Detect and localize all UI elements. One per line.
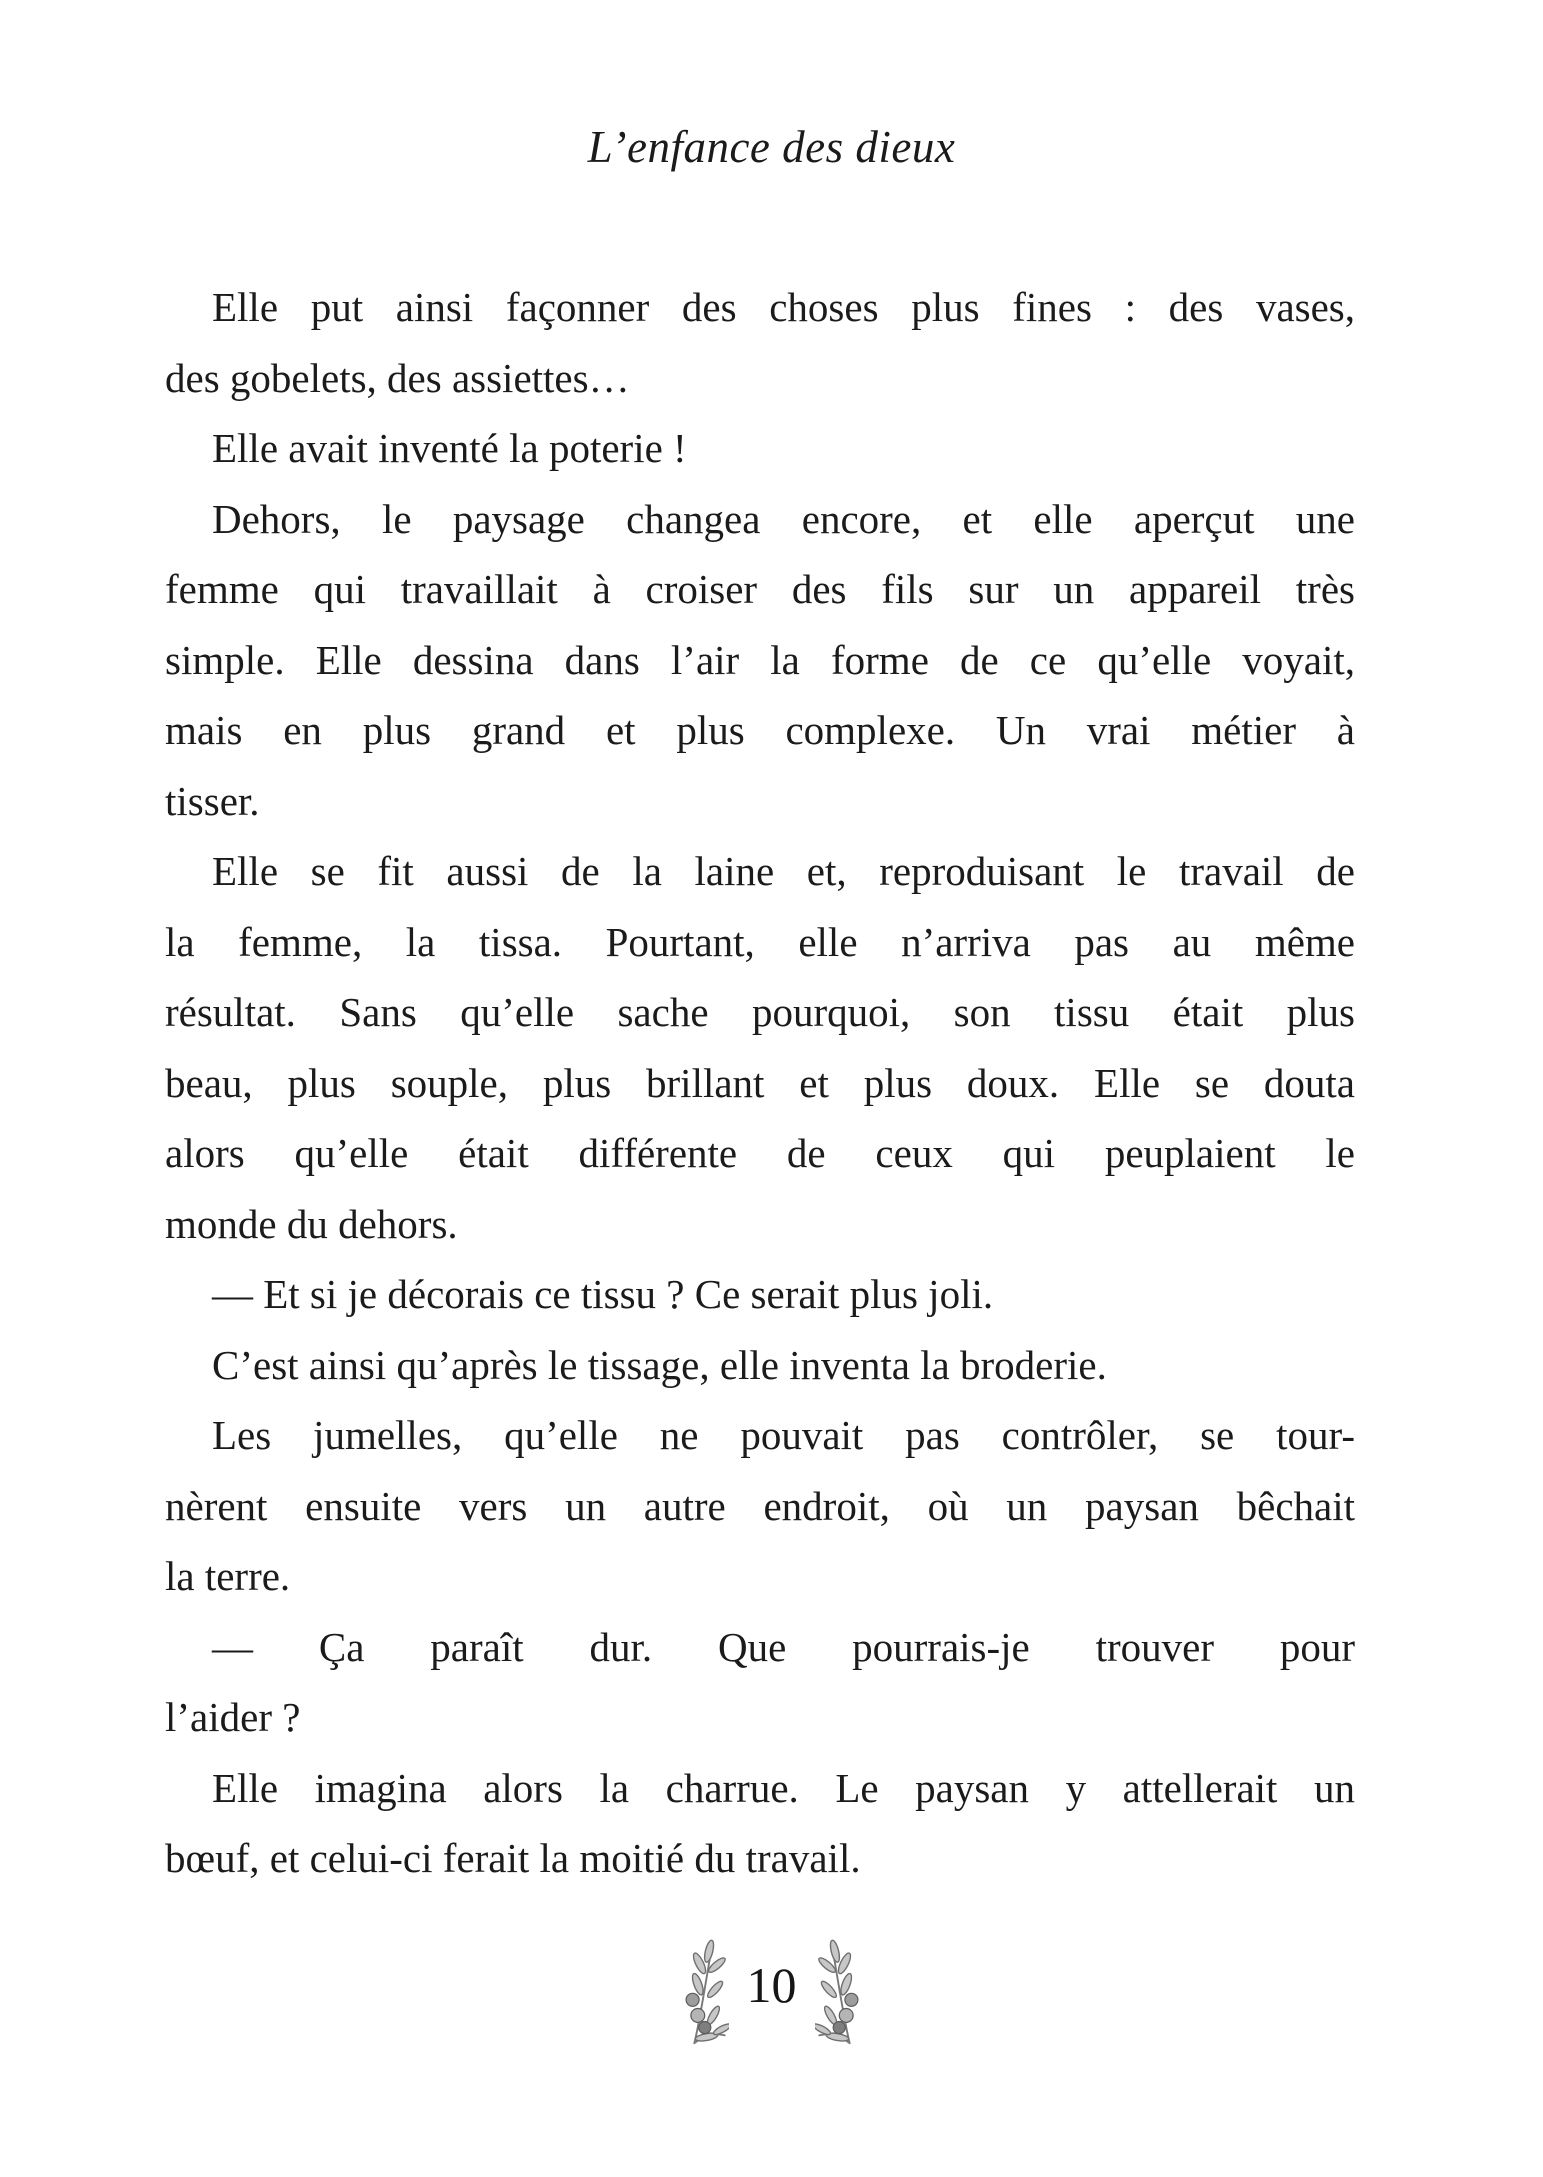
text-line: C’est ainsi qu’après le tissage, elle inventa la broderie. — [212, 1341, 1107, 1388]
paragraph — [165, 1330, 1355, 1401]
paragraph — [165, 1753, 1355, 1894]
paragraph — [165, 836, 1355, 1259]
text-line: la terre. — [165, 1553, 291, 1599]
paragraph — [165, 1612, 1355, 1753]
paragraph — [165, 272, 1355, 413]
text-line: Elle se fit aussi de la laine et, reproduisant le travail de — [212, 848, 1355, 894]
text-line: — Ça paraît dur. Que pourrais-je trouver pour — [212, 1623, 1355, 1670]
text-line: Dehors, le paysage changea encore, et elle aperçut une — [212, 495, 1355, 542]
paragraph — [165, 484, 1355, 837]
page-number: 10 — [746, 1956, 797, 2013]
text-line: alors qu’elle était différente de ceux qui peuplaient le — [165, 1130, 1355, 1176]
text-line: résultat. Sans qu’elle sache pourquoi, son tissu était plus — [165, 989, 1355, 1035]
text-line: femme qui travaillait à croiser des fils sur un appareil très — [165, 566, 1355, 612]
text-line: bœuf, et celui-ci ferait la moitié du travail. — [165, 1835, 861, 1881]
paragraph — [165, 1259, 1355, 1330]
page-footer — [0, 1932, 1543, 2052]
text-line: tisser. — [165, 777, 260, 824]
paragraph — [165, 413, 1355, 484]
text-line: l’aider ? — [165, 1694, 301, 1740]
text-line: monde du dehors. — [165, 1200, 458, 1247]
text-line: Elle imagina alors la charrue. Le paysan y attellerait un — [212, 1764, 1355, 1811]
olive-branch-left-icon — [677, 1932, 729, 2052]
page-body-text — [165, 272, 1355, 1894]
olive-branch-right-icon — [815, 1932, 867, 2052]
running-header: L’enfance des dieux — [587, 122, 956, 172]
text-line: Elle avait inventé la poterie ! — [212, 425, 687, 471]
text-line: nèrent ensuite vers un autre endroit, où un paysan bêchait — [165, 1482, 1355, 1529]
text-line: — Et si je décorais ce tissu ? Ce serait plus joli. — [212, 1271, 994, 1317]
text-line: des gobelets, des assiettes… — [165, 354, 630, 401]
text-line: la femme, la tissa. Pourtant, elle n’arriva pas au même — [165, 918, 1355, 965]
text-line: Les jumelles, qu’elle ne pouvait pas contrôler, se tour- — [212, 1412, 1355, 1458]
text-line: mais en plus grand et plus complexe. Un vrai métier à — [165, 707, 1355, 753]
text-line: beau, plus souple, plus brillant et plus doux. Elle se douta — [165, 1059, 1355, 1106]
text-line: Elle put ainsi façonner des choses plus fines : des vases, — [212, 284, 1355, 330]
text-line: simple. Elle dessina dans l’air la forme de ce qu’elle voyait, — [165, 636, 1355, 683]
paragraph — [165, 1400, 1355, 1612]
